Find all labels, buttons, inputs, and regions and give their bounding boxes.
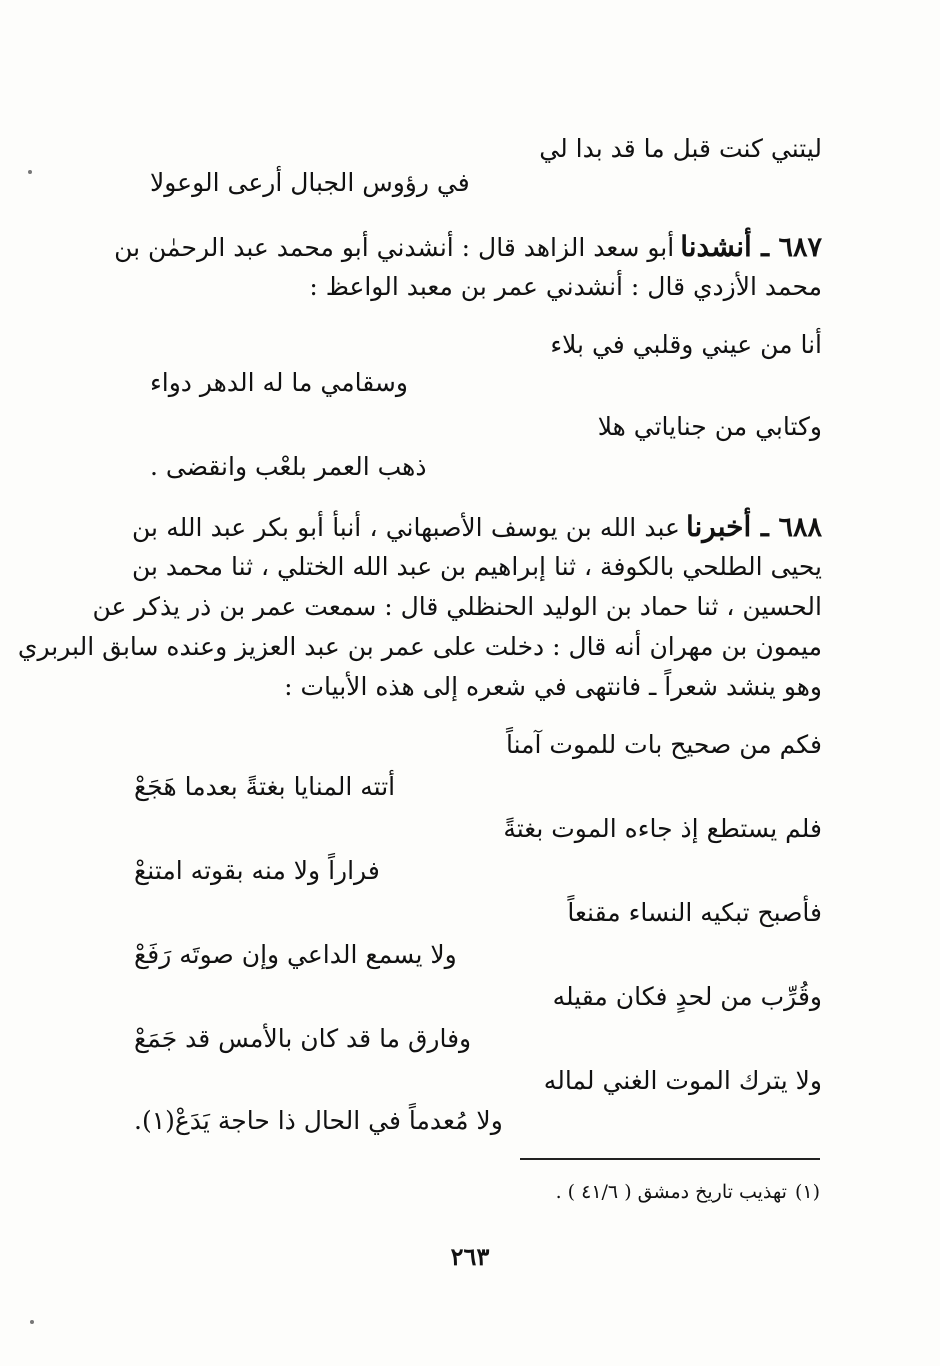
entry-688-line-2: يحيى الطلحي بالكوفة ، ثنا إبراهيم بن عبد الله الختلي ، ثنا محمد بن: [131, 552, 822, 581]
entry-keyword: أنشدنا: [680, 230, 752, 263]
scan-speck: [30, 1320, 34, 1324]
scan-speck: [28, 170, 32, 174]
verse-line: فلم يستطع إذ جاءه الموت بغتةً: [503, 814, 822, 843]
entry-text: أبو سعد الزاهد قال : أنشدني أبو محمد عبد الرحمٰن بن: [114, 233, 675, 262]
entry-688-line-3: الحسين ، ثنا حماد بن الوليد الحنظلي قال : سمعت عمر بن ذر يذكر عن: [92, 592, 822, 621]
verse-line: ولا يسمع الداعي وإن صوتَه رَفَعْ: [134, 940, 457, 969]
verse-line: فكم من صحيح بات للموت آمناً: [505, 730, 822, 759]
verse-line: ليتني كنت قبل ما قد بدا لي: [539, 134, 822, 163]
verse-line: ولا يترك الموت الغني لماله: [543, 1066, 822, 1095]
footnote-divider: [520, 1158, 820, 1160]
verse-line: وفارق ما قد كان بالأمس قد جَمَعْ: [134, 1024, 472, 1053]
entry-688-line-4: ميمون بن مهران أنه قال : دخلت على عمر بن عبد العزيز وعنده سابق البربري: [17, 632, 822, 661]
verse-line: وسقامي ما له الدهر دواء: [150, 368, 408, 397]
verse-line: وكتابي من جناياتي هلا: [597, 412, 822, 441]
footnote: [556, 1178, 820, 1206]
verse-line: في رؤوس الجبال أرعى الوعولا: [150, 168, 470, 197]
entry-text: عبد الله بن يوسف الأصبهاني ، أنبأ أبو بكر عبد الله بن: [132, 513, 680, 542]
entry-number: ٦٨٧: [778, 232, 822, 263]
entry-687-line-1: ٦٨٧ ـ أنشدناأبو سعد الزاهد قال : أنشدني أبو محمد عبد الرحمٰن بن: [114, 230, 822, 263]
entry-688-line-1: ٦٨٨ ـ أخبرناعبد الله بن يوسف الأصبهاني ، أنبأ أبو بكر عبد الله بن: [132, 510, 822, 543]
verse-line: فأصبح تبكيه النساء مقنعاً: [567, 898, 822, 927]
entry-number: ٦٨٨: [778, 512, 822, 543]
footnote-marker: (١): [794, 1181, 820, 1203]
verse-line: فراراً ولا منه بقوته امتنعْ: [134, 856, 380, 885]
page-number: ٢٦٣: [450, 1242, 490, 1271]
entry-keyword: أخبرنا: [685, 510, 752, 543]
entry-688-line-5: وهو ينشد شعراً ـ فانتهى في شعره إلى هذه الأبيات :: [284, 672, 822, 701]
entry-687-line-2: محمد الأزدي قال : أنشدني عمر بن معبد الواعظ :: [309, 272, 822, 301]
verse-line: وقُرِّب من لحدٍ فكان مقيله: [552, 982, 822, 1011]
verse-line: أتته المنايا بغتةً بعدما هَجَعْ: [134, 772, 396, 801]
verse-line: ذهب العمر بلعْب وانقضى .: [150, 452, 427, 481]
verse-line: أنا من عيني وقلبي في بلاء: [550, 330, 822, 359]
verse-line: ولا مُعدماً في الحال ذا حاجة يَدَعْ(١).: [134, 1106, 503, 1135]
footnote-text: تهذيب تاريخ دمشق ( ٤١/٦ ) .: [555, 1181, 787, 1203]
